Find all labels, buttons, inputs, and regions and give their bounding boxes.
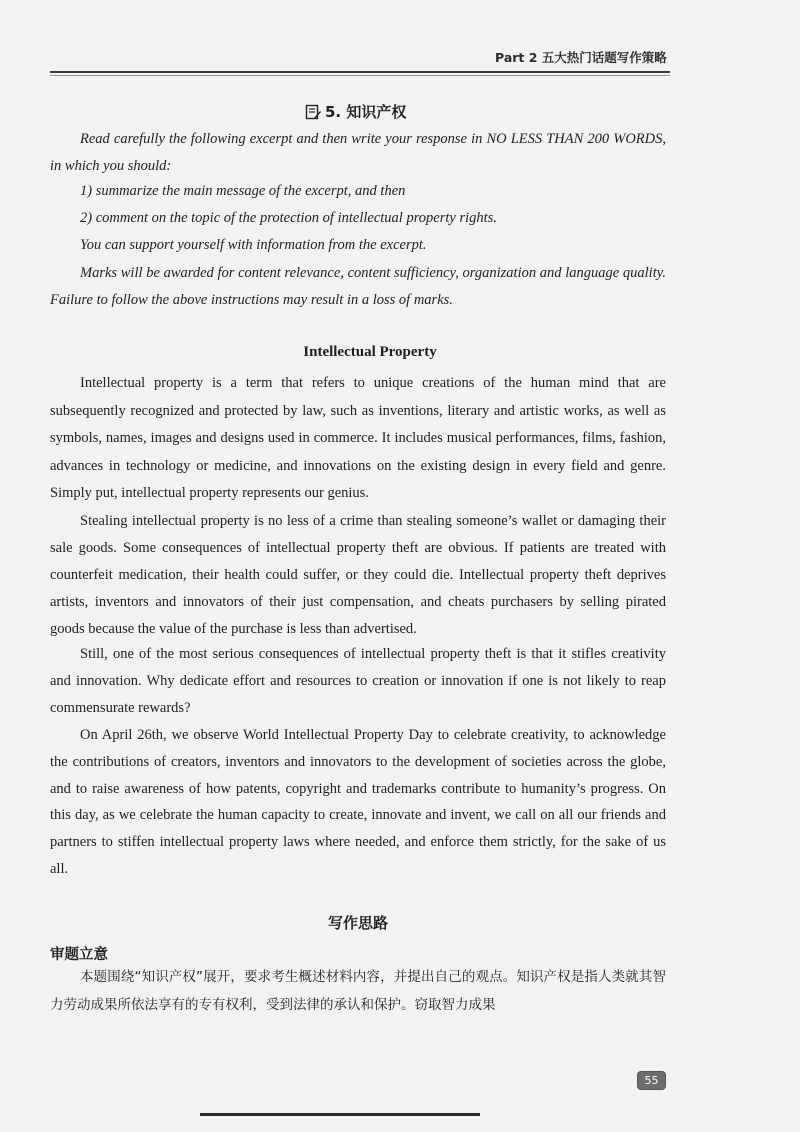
analysis-paragraph: 本题围绕“知识产权”展开，要求考生概述材料内容，并提出自己的观点。知识产权是指人类就其智力劳动成果所依法享有的专有权利，受到法律的承认和保护。窃取智力成果 [50, 969, 666, 1013]
pencil-note-icon [305, 104, 321, 120]
header-rule [50, 71, 670, 73]
bottom-rule [200, 1113, 480, 1116]
task-title [305, 101, 406, 122]
task-marks: Marks will be awarded for content relevance, content sufficiency, organization and language quality. Failure to follow the above instructions may result in a loss of marks. [50, 265, 666, 308]
passage-paragraph-2: Stealing intellectual property is no less of a crime than stealing someone’s wallet or damaging their sale goods. Some consequences of intellectual property theft are obvious. If patients are treated with counterfeit medication, their health could suffer, or they could die. Intellectual property theft deprives artists, inventors and innovators of their just compensation, and cheats purchasers by selling pirated goods because the value of the purchase is less than advertised. [50, 513, 666, 637]
task-support: You can support yourself with information from the excerpt. [80, 237, 427, 253]
passage-paragraph-3: Still, one of the most serious consequences of intellectual property theft is that it stifles creativity and innovation. Why dedicate effort and resources to creation or innovation if one is not likely to reap commensurate rewards? [50, 646, 666, 716]
task-instruction: Read carefully the following excerpt and then write your response in NO LESS THAN 200 WORDS, in which you should: [50, 131, 666, 174]
task-title-text: 5. 知识产权 [325, 103, 407, 121]
task-item-1: 1) summarize the main message of the excerpt, and then [80, 183, 406, 199]
passage-paragraph-4: On April 26th, we observe World Intellectual Property Day to celebrate creativity, to acknowledge the contributions of creators, inventors and innovators to the development of societies across the globe, and to raise awareness of how patents, copyright and trademarks contribute to humanity’s progress. On this day, as we celebrate the human capacity to create, innovate and invent, we call on all our friends and partners to stiffen intellectual property laws where needed, and enforce them strictly, for the sake of us all. [50, 727, 666, 877]
passage-title: Intellectual Property [303, 344, 437, 360]
header-rule-thin [50, 75, 670, 76]
passage-paragraph-1: Intellectual property is a term that refers to unique creations of the human mind that are subsequently recognized and protected by law, such as inventions, literary and artistic works, as well as symbols, names, images and designs used in commerce. It includes musical performances, films, fashion, advances in technology or medicine, and innovations on the existing design in every field and genre. Simply put, intellectual property represents our genius. [50, 375, 666, 502]
task-item-2: 2) comment on the topic of the protection of intellectual property rights. [80, 210, 497, 226]
section-heading: 写作思路 [327, 914, 388, 932]
running-header: Part 2 五大热门话题写作策略 [495, 50, 667, 65]
page-number: 55 [637, 1071, 666, 1090]
sub-heading: 审题立意 [50, 947, 108, 963]
